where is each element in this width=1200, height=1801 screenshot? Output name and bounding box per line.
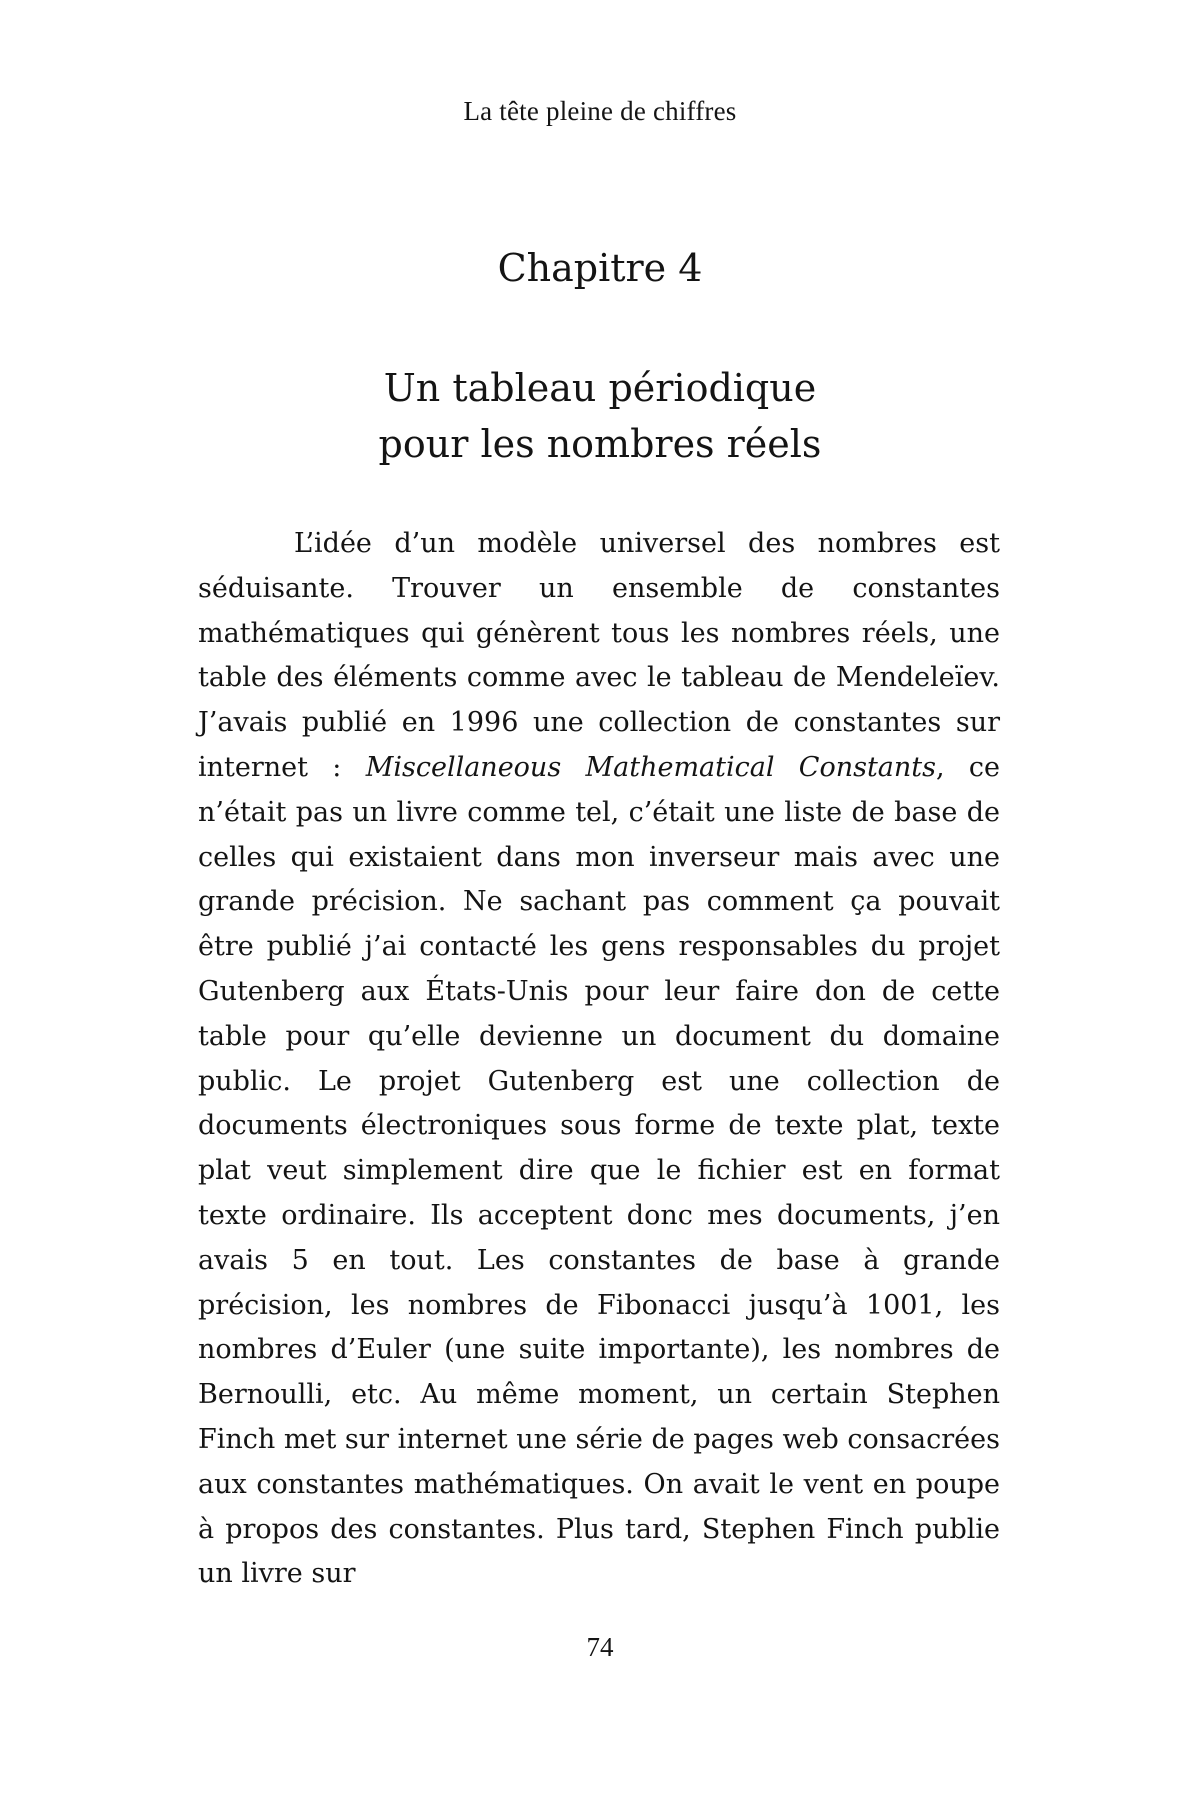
page-number: 74: [586, 1632, 614, 1662]
chapter-title-line-2: pour les nombres réels: [378, 422, 822, 466]
body-text-part-1: L’idée d’un modèle universel des nombres est séduisante. Trouver un ensemble de constantes mathématiques qui génèrent tous les nombres réels, une table des éléments comme avec le tableau de Mendeleïev. J’avais publié en 1996 une collection de constantes sur internet :: [198, 528, 1000, 783]
chapter-label: Chapitre 4: [497, 246, 703, 290]
italic-book-title: Miscellaneous Mathematical Constants: [365, 751, 936, 783]
chapter-title: [0, 360, 1200, 472]
chapter-title-line-1: Un tableau périodique: [383, 366, 817, 410]
body-paragraph: [198, 522, 1000, 1597]
body-text-part-2: , ce n’était pas un livre comme tel, c’était une liste de base de celles qui existaient dans mon inverseur mais avec une grande précision. Ne sachant pas comment ça pouvait être publié j’ai contacté les gens responsables du projet Gutenberg aux États-Unis pour leur faire don de cette table pour qu’elle devienne un document du domaine public. Le projet Gutenberg est une collection de documents électroniques sous forme de texte plat, texte plat veut simplement dire que le fichier est en format texte ordinaire. Ils acceptent donc mes documents, j’en avais 5 en tout. Les constantes de base à grande précision, les nombres de Fibonacci jusqu’à 1001, les nombres d’Euler (une suite importante), les nombres de Bernoulli, etc. Au même moment, un certain Stephen Finch met sur internet une série de pages web consacrées aux constantes mathématiques. On avait le vent en poupe à propos des constantes. Plus tard, Stephen Finch publie un livre sur: [198, 751, 1000, 1590]
running-head: La tête pleine de chiffres: [463, 96, 737, 126]
